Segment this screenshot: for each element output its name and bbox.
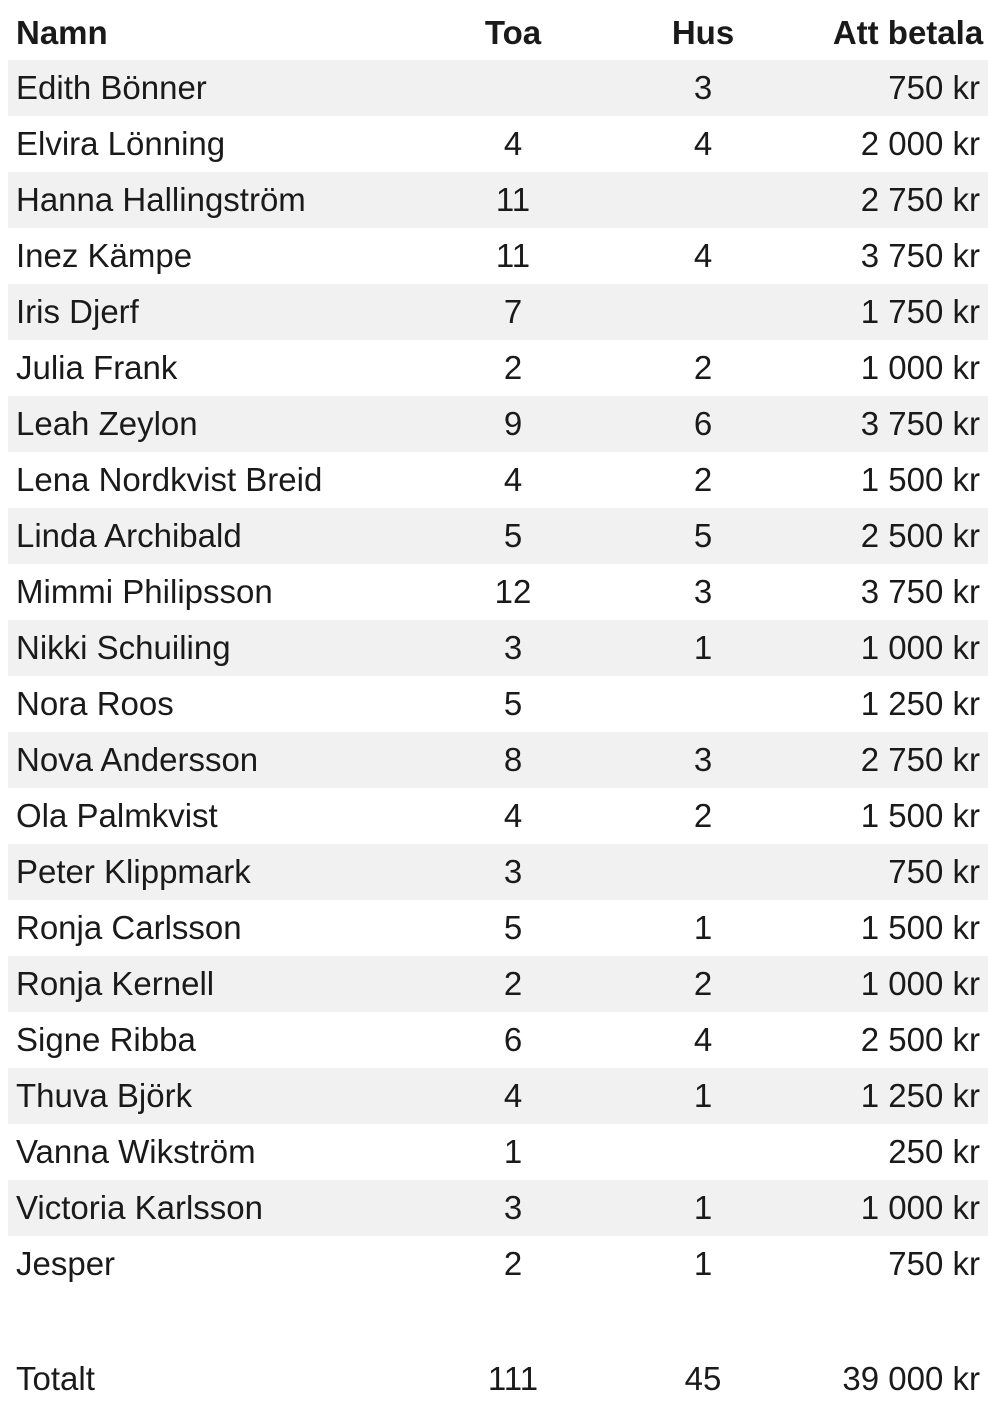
table-row — [8, 340, 988, 396]
cell-pay: 2 750 kr — [860, 741, 980, 778]
cell-toa: 5 — [503, 517, 523, 554]
cell-pay: 250 kr — [888, 1133, 980, 1170]
cell-toa: 4 — [503, 1077, 523, 1114]
cell-name: Lena Nordkvist Breid — [16, 461, 323, 498]
cell-hus: 3 — [693, 573, 713, 610]
table-row — [8, 676, 988, 732]
cell-hus: 4 — [693, 237, 713, 274]
cell-hus: 4 — [693, 1021, 713, 1058]
cell-toa: 3 — [503, 1189, 523, 1226]
table-body — [8, 60, 988, 1292]
cell-name: Thuva Björk — [16, 1077, 193, 1114]
cell-name: Linda Archibald — [16, 517, 242, 554]
cell-toa: 6 — [503, 1021, 523, 1058]
table-row — [8, 60, 988, 116]
cell-pay: 1 500 kr — [860, 461, 980, 498]
cell-pay: 1 250 kr — [860, 685, 980, 722]
cell-toa: 2 — [503, 1245, 523, 1282]
cell-toa: 5 — [503, 685, 523, 722]
cell-name: Victoria Karlsson — [16, 1189, 264, 1226]
table-row — [8, 116, 988, 172]
table-row — [8, 788, 988, 844]
header-hus: Hus — [671, 14, 735, 51]
cell-name: Leah Zeylon — [16, 405, 198, 442]
cell-name: Jesper — [16, 1245, 116, 1282]
cell-name: Mimmi Philipsson — [16, 573, 273, 610]
cell-toa: 9 — [503, 405, 523, 442]
cell-pay: 750 kr — [888, 1245, 980, 1282]
cell-pay: 750 kr — [888, 69, 980, 106]
cell-pay: 1 250 kr — [860, 1077, 980, 1114]
table-row — [8, 956, 988, 1012]
cell-toa: 4 — [503, 461, 523, 498]
cell-name: Hanna Hallingström — [16, 181, 306, 218]
table-row — [8, 844, 988, 900]
cell-toa: 12 — [494, 573, 532, 610]
table-row — [8, 452, 988, 508]
table-row — [8, 1012, 988, 1068]
cell-pay: 2 500 kr — [860, 1021, 980, 1058]
table-row — [8, 1068, 988, 1124]
cell-hus: 3 — [693, 741, 713, 778]
cell-toa: 11 — [495, 181, 531, 218]
total-label: Totalt — [16, 1360, 95, 1397]
cell-hus: 1 — [693, 629, 713, 666]
cell-name: Ronja Carlsson — [16, 909, 242, 946]
table-row — [8, 396, 988, 452]
cell-hus: 6 — [693, 405, 713, 442]
cell-pay: 1 500 kr — [860, 797, 980, 834]
total-row — [8, 1350, 988, 1408]
cell-hus: 2 — [693, 349, 713, 386]
cell-toa: 4 — [503, 797, 523, 834]
cell-hus: 1 — [693, 1245, 713, 1282]
cell-hus: 1 — [693, 909, 713, 946]
cell-name: Ola Palmkvist — [16, 797, 218, 834]
cell-name: Nova Andersson — [16, 741, 259, 778]
cell-hus: 1 — [693, 1189, 713, 1226]
cell-hus: 2 — [693, 965, 713, 1002]
table-row — [8, 732, 988, 788]
table-row — [8, 564, 988, 620]
cell-toa: 1 — [503, 1133, 523, 1170]
table-row — [8, 1236, 988, 1292]
table-row — [8, 284, 988, 340]
table-row — [8, 508, 988, 564]
cell-name: Signe Ribba — [16, 1021, 196, 1058]
header-pay: Att betala — [832, 14, 984, 51]
cell-name: Ronja Kernell — [16, 965, 215, 1002]
spacer-row — [8, 1292, 988, 1350]
cell-name: Julia Frank — [16, 349, 178, 386]
cell-toa: 7 — [503, 293, 523, 330]
cell-pay: 1 000 kr — [860, 965, 980, 1002]
table-row — [8, 172, 988, 228]
total-hus: 45 — [684, 1360, 722, 1397]
cell-toa: 3 — [503, 629, 523, 666]
table-row — [8, 228, 988, 284]
cell-pay: 2 500 kr — [860, 517, 980, 554]
cell-name: Peter Klippmark — [16, 853, 251, 890]
cell-pay: 1 000 kr — [860, 629, 980, 666]
cell-toa: 2 — [503, 349, 523, 386]
cell-name: Elvira Lönning — [16, 125, 226, 162]
cell-hus: 5 — [693, 517, 713, 554]
cell-name: Iris Djerf — [16, 293, 139, 330]
cell-toa: 5 — [503, 909, 523, 946]
cell-pay: 3 750 kr — [860, 405, 980, 442]
cell-pay: 1 000 kr — [860, 1189, 980, 1226]
cell-toa: 8 — [503, 741, 523, 778]
cell-pay: 2 000 kr — [860, 125, 980, 162]
cell-pay: 750 kr — [888, 853, 980, 890]
table-row — [8, 620, 988, 676]
total-pay: 39 000 kr — [842, 1360, 980, 1397]
cell-name: Vanna Wikström — [16, 1133, 256, 1170]
header-toa: Toa — [484, 14, 542, 51]
cell-pay: 1 750 kr — [860, 293, 980, 330]
cell-name: Nora Roos — [16, 685, 174, 722]
cell-hus: 1 — [693, 1077, 713, 1114]
cell-pay: 1 000 kr — [860, 349, 980, 386]
header-name: Namn — [16, 14, 108, 51]
cell-toa: 2 — [503, 965, 523, 1002]
cell-pay: 1 500 kr — [860, 909, 980, 946]
cell-hus: 2 — [693, 461, 713, 498]
cell-pay: 3 750 kr — [860, 573, 980, 610]
cell-name: Inez Kämpe — [16, 237, 193, 274]
cell-toa: 11 — [495, 237, 531, 274]
total-toa: 111 — [487, 1360, 539, 1397]
table-row — [8, 1180, 988, 1236]
cell-hus: 4 — [693, 125, 713, 162]
cell-pay: 2 750 kr — [860, 181, 980, 218]
table-row — [8, 900, 988, 956]
table-row — [8, 1124, 988, 1180]
cell-pay: 3 750 kr — [860, 237, 980, 274]
table-header — [8, 6, 988, 60]
cell-name: Edith Bönner — [16, 69, 207, 106]
cell-toa: 4 — [503, 125, 523, 162]
cell-hus: 2 — [693, 797, 713, 834]
cell-toa: 3 — [503, 853, 523, 890]
cell-hus: 3 — [693, 69, 713, 106]
cell-name: Nikki Schuiling — [16, 629, 231, 666]
payment-table — [8, 6, 988, 1408]
